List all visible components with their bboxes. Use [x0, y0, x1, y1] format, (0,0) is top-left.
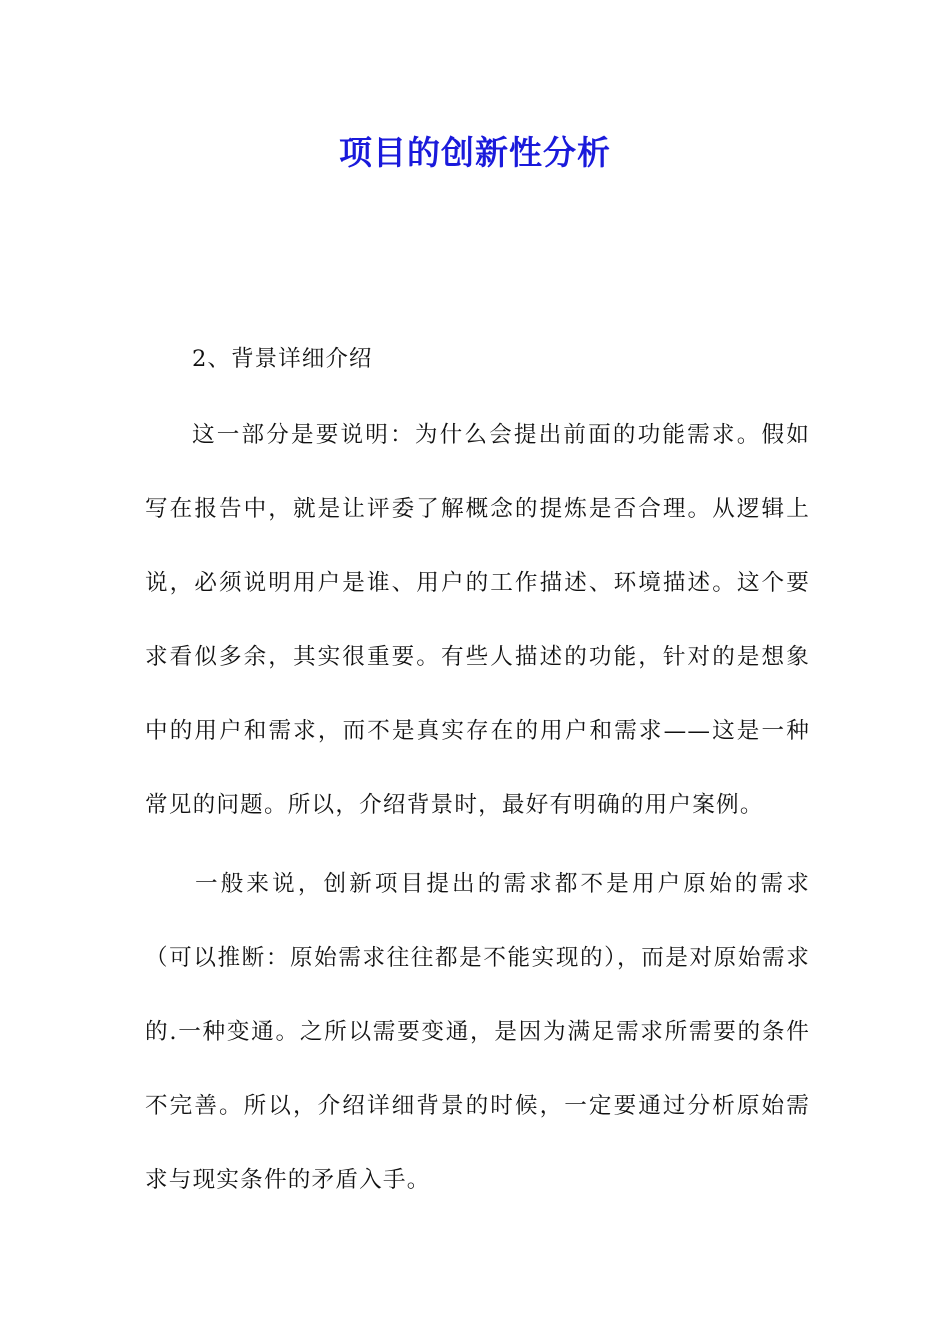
page-title: 项目的创新性分析 [339, 133, 611, 172]
paragraph-background-purpose: 这一部分是要说明：为什么会提出前面的功能需求。假如写在报告中，就是让评委了解概念的提炼是否合理。从逻辑上说，必须说明用户是谁、用户的工作描述、环境描述。这个要求看似多余，其实很重要。有些人描述的功能，针对的是想象中的用户和需求，而不是真实存在的用户和需求——这是一种常见的问题。所以，介绍背景时，最好有明确的用户案例。 [145, 422, 810, 818]
section-heading: 2、背景详细介绍 [192, 346, 373, 372]
paragraph-requirement-adaptation: 一般来说，创新项目提出的需求都不是用户原始的需求（可以推断：原始需求往往都是不能实现的），而是对原始需求的.一种变通。之所以需要变通，是因为满足需求所需要的条件不完善。所以，介绍详细背景的时候，一定要通过分析原始需求与现实条件的矛盾入手。 [145, 871, 810, 1193]
